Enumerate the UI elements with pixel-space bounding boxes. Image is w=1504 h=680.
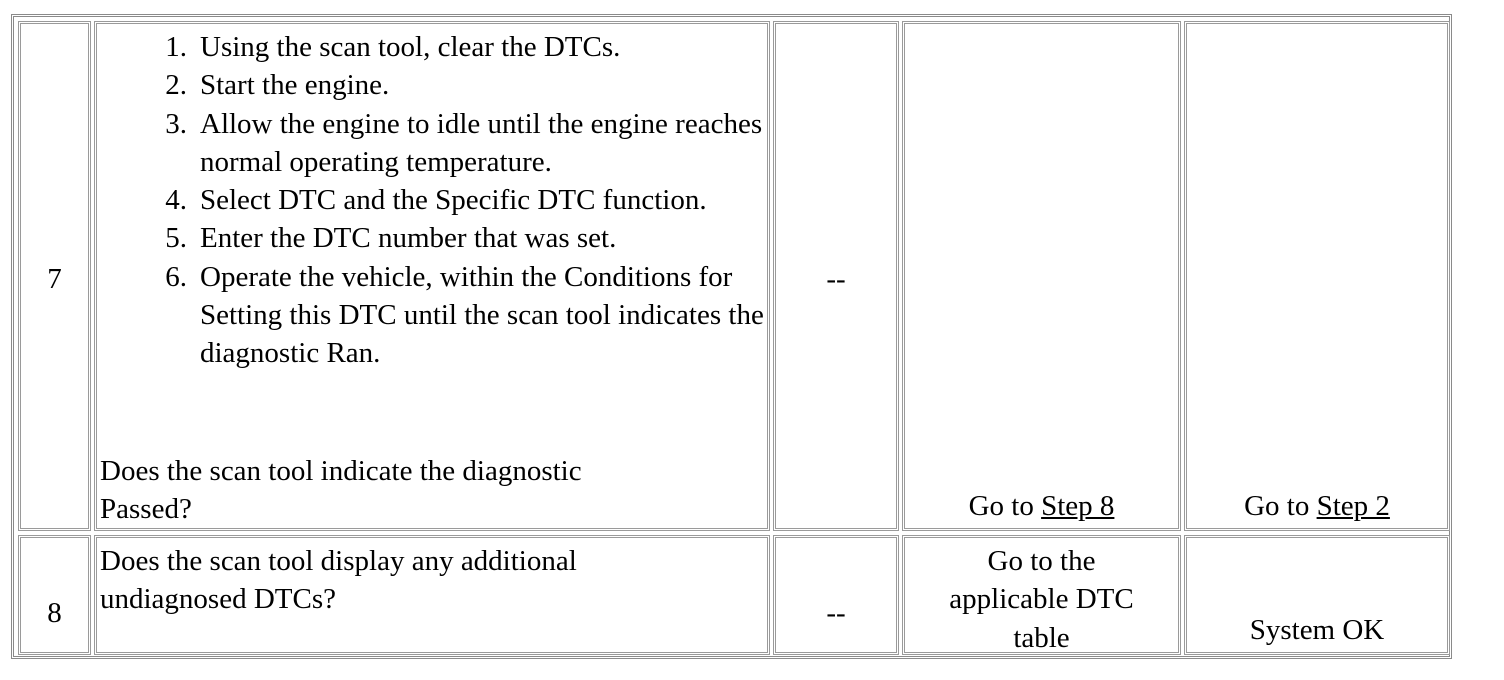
no-cell [1184,535,1450,655]
action-item-number: 6. [165,260,187,293]
action-item [127,181,767,219]
diagnostic-table [11,14,1452,659]
value-cell [773,535,899,655]
yes-cell [902,535,1181,655]
action-item-text: Enter the DTC number that was set. [200,222,617,255]
step-number: 7 [47,263,62,295]
yes-result: Go to the applicable DTC table [949,545,1134,654]
action-item-text: Using the scan tool, clear the DTCs. [200,31,621,63]
yes-prefix: Go to [968,489,1042,522]
action-item-number: 5. [165,222,187,255]
action-cell [94,21,770,531]
no-result [1187,487,1447,525]
step-8-link[interactable]: Step 8 [1041,489,1115,522]
action-item [127,219,767,257]
yes-result [905,487,1178,525]
action-item-number: 1. [165,31,187,63]
action-item [127,28,767,66]
action-item-number: 4. [165,184,187,217]
step-number-cell [18,535,91,655]
action-item [127,66,767,104]
action-item-text: Select DTC and the Specific DTC function. [200,184,707,217]
step-number-cell [18,21,91,531]
action-item [127,105,767,182]
no-prefix: Go to [1244,489,1317,522]
value-text: -- [826,263,846,295]
action-cell [94,535,770,655]
step-2-link[interactable]: Step 2 [1316,489,1390,522]
value-cell [773,21,899,531]
action-item-text: Start the engine. [200,69,390,102]
no-cell [1184,21,1450,531]
step-question: Does the scan tool display any additional undiagnosed DTCs? [100,545,577,616]
action-item [127,258,767,373]
action-item-text: Allow the engine to idle until the engine reaches normal operating temperature. [200,107,763,178]
value-text: -- [826,597,846,629]
action-item-text: Operate the vehicle, within the Conditions for Setting this DTC until the scan tool indicates the diagnostic Ran. [200,260,764,370]
step-number: 8 [47,597,62,629]
action-item-number: 3. [165,107,187,140]
step-question: Does the scan tool indicate the diagnostic Passed? [100,455,582,526]
no-result: System OK [1249,613,1385,646]
action-item-number: 2. [165,69,187,102]
action-list [127,28,767,373]
yes-cell [902,21,1181,531]
